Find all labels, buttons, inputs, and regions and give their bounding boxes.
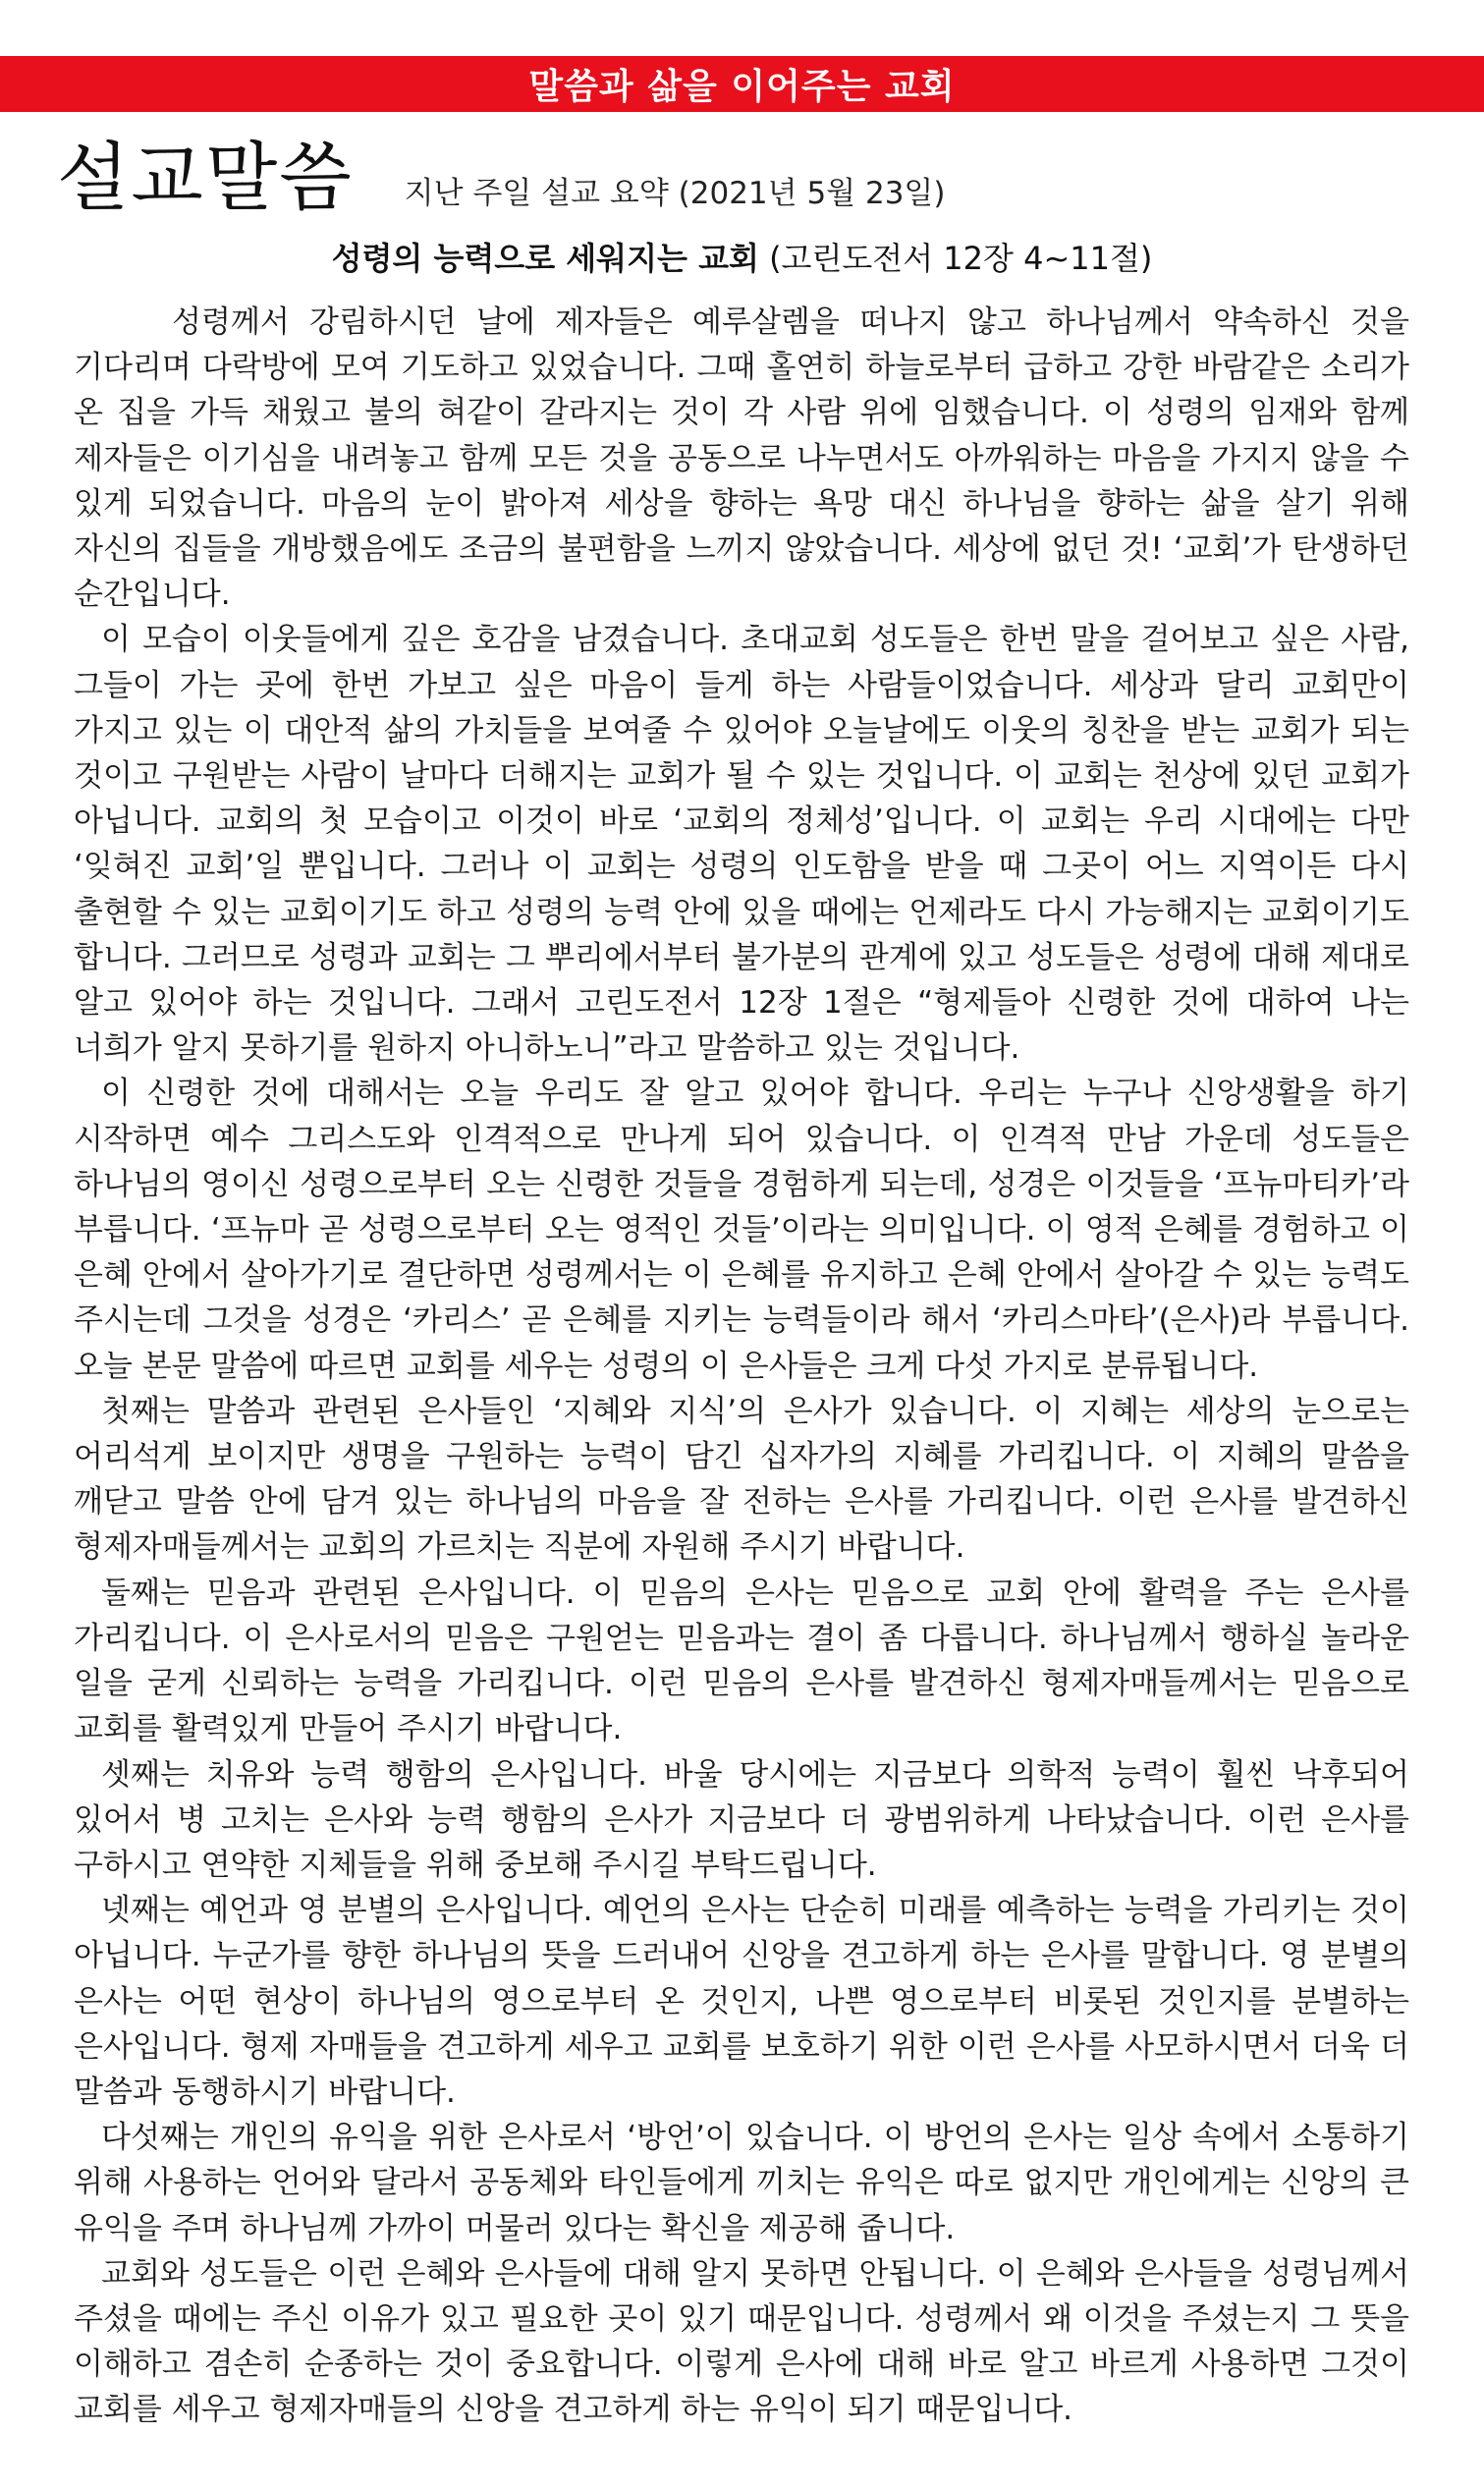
page-header (57, 118, 1432, 221)
paragraph: 이 모습이 이웃들에게 깊은 호감을 남겼습니다. 초대교회 성도들은 한번 말을 걸어보고 싶은 사람, 그들이 가는 곳에 한번 가보고 싶은 마음이 들게 하는 사람들이었습니다. 세상과 달리 교회만이 가지고 있는 이 대안적 삶의 가치들을 보여줄 수 있어야 오늘날에도 이웃의 칭찬을 받는 교회가 되는 것이고 구원받는 사람이 날마다 더해지는 교회가 될 수 있는 것입니다. 이 교회는 천상에 있던 교회가 아닙니다. 교회의 첫 모습이고 이것이 바로 ‘교회의 정체성’입니다. 이 교회는 우리 시대에는 다만 ‘잊혀진 교회’일 뿐입니다. 그러나 이 교회는 성령의 인도함을 받을 때 그곳이 어느 지역이든 다시 출현할 수 있는 교회이기도 하고 성령의 능력 안에 있을 때에는 언제라도 다시 가능해지는 교회이기도 합니다. 그러므로 성령과 교회는 그 뿌리에서부터 불가분의 관계에 있고 성도들은 성령에 대해 제대로 알고 있어야 하는 것입니다. 그래서 고린도전서 12장 1절은 “형제들아 신령한 것에 대하여 나는 너희가 알지 못하기를 원하지 아니하노니”라고 말씀하고 있는 것입니다. (74, 622, 1409, 1067)
banner-title: 말씀과 삶을 이어주는 교회 (528, 67, 956, 107)
paragraph: 넷째는 예언과 영 분별의 은사입니다. 예언의 은사는 단순히 미래를 예측하는 능력을 가리키는 것이 아닙니다. 누군가를 향한 하나님의 뜻을 드러내어 신앙을 견고하게 하는 은사를 말합니다. 영 분별의 은사는 어떤 현상이 하나님의 영으로부터 온 것인지, 나쁜 영으로부터 비롯된 것인지를 분별하는 은사입니다. 형제 자매들을 견고하게 세우고 교회를 보호하기 위한 이런 은사를 사모하시면서 더욱 더 말씀과 동행하시기 바랍니다. (74, 1893, 1409, 2110)
paragraph: 성령께서 강림하시던 날에 제자들은 예루살렘을 떠나지 않고 하나님께서 약속하신 것을 기다리며 다락방에 모여 기도하고 있었습니다. 그때 홀연히 하늘로부터 급하고 강한 바람같은 소리가 온 집을 가득 채웠고 불의 혀같이 갈라지는 것이 각 사람 위에 임했습니다. 이 성령의 임재와 함께 제자들은 이기심을 내려놓고 함께 모든 것을 공동으로 나누면서도 아까워하는 마음을 가지지 않을 수 있게 되었습니다. 마음의 눈이 밝아져 세상을 향하는 욕망 대신 하나님을 향하는 삶을 살기 위해 자신의 집들을 개방했음에도 조금의 불편함을 느끼지 않았습니다. 세상에 없던 것! ‘교회’가 탄생하던 순간입니다. (74, 304, 1409, 613)
top-banner (0, 56, 1484, 112)
paragraph: 교회와 성도들은 이런 은혜와 은사들에 대해 알지 못하면 안됩니다. 이 은혜와 은사들을 성령님께서 주셨을 때에는 주신 이유가 있고 필요한 곳이 있기 때문입니다. 성령께서 왜 이것을 주셨는지 그 뜻을 이해하고 겸손히 순종하는 것이 중요합니다. 이렇게 은사에 대해 바로 알고 바르게 사용하면 그것이 교회를 세우고 형제자매들의 신앙을 견고하게 하는 유익이 되기 때문입니다. (74, 2255, 1409, 2428)
sermon-body (74, 300, 1409, 2433)
sermon-title: 성령의 능력으로 세워지는 교회 (331, 240, 759, 277)
summary-date: 지난 주일 설교 요약 (2021년 5월 23일) (404, 176, 946, 211)
paragraph: 다섯째는 개인의 유익을 위한 은사로서 ‘방언’이 있습니다. 이 방언의 은사는 일상 속에서 소통하기 위해 사용하는 언어와 달라서 공동체와 타인들에게 끼치는 유익은 따로 없지만 개인에게는 신앙의 큰 유익을 주며 하나님께 가까이 머물러 있다는 확신을 제공해 줍니다. (74, 2120, 1409, 2246)
sermon-heading (0, 234, 1484, 279)
paragraph: 이 신령한 것에 대해서는 오늘 우리도 잘 알고 있어야 합니다. 우리는 누구나 신앙생활을 하기 시작하면 예수 그리스도와 인격적으로 만나게 되어 있습니다. 이 인격적 만남 가운데 성도들은 하나님의 영이신 성령으로부터 오는 신령한 것들을 경험하게 되는데, 성경은 이것들을 ‘프뉴마티카’라 부릅니다. ‘프뉴마 곧 성령으로부터 오는 영적인 것들’이라는 의미입니다. 이 영적 은혜를 경험하고 이 은혜 안에서 살아가기로 결단하면 성령께서는 이 은혜를 유지하고 은혜 안에서 살아갈 수 있는 능력도 주시는데 그것을 성경은 ‘카리스’ 곧 은혜를 지키는 능력들이라 해서 ‘카리스마타’(은사)라 부릅니다. 오늘 본문 말씀에 따르면 교회를 세우는 성령의 이 은사들은 크게 다섯 가지로 분류됩니다. (74, 1076, 1409, 1384)
section-title: 설교말씀 (57, 134, 354, 221)
paragraph: 셋째는 치유와 능력 행함의 은사입니다. 바울 당시에는 지금보다 의학적 능력이 훨씬 낙후되어 있어서 병 고치는 은사와 능력 행함의 은사가 지금보다 더 광범위하게 나타났습니다. 이런 은사를 구하시고 연약한 지체들을 위해 중보해 주시길 부탁드립니다. (74, 1756, 1409, 1883)
paragraph: 첫째는 말씀과 관련된 은사들인 ‘지혜와 지식’의 은사가 있습니다. 이 지혜는 세상의 눈으로는 어리석게 보이지만 생명을 구원하는 능력이 담긴 십자가의 지혜를 가리킵니다. 이 지혜의 말씀을 깨닫고 말씀 안에 담겨 있는 하나님의 마음을 잘 전하는 은사를 가리킵니다. 이런 은사를 발견하신 형제자매들께서는 교회의 가르치는 직분에 자원해 주시기 바랍니다. (74, 1393, 1409, 1566)
paragraph: 둘째는 믿음과 관련된 은사입니다. 이 믿음의 은사는 믿음으로 교회 안에 활력을 주는 은사를 가리킵니다. 이 은사로서의 믿음은 구원얻는 믿음과는 결이 좀 다릅니다. 하나님께서 행하실 놀라운 일을 굳게 신뢰하는 능력을 가리킵니다. 이런 믿음의 은사를 발견하신 형제자매들께서는 믿음으로 교회를 활력있게 만들어 주시기 바랍니다. (74, 1575, 1409, 1747)
sermon-reference: (고린도전서 12장 4~11절) (769, 240, 1153, 277)
